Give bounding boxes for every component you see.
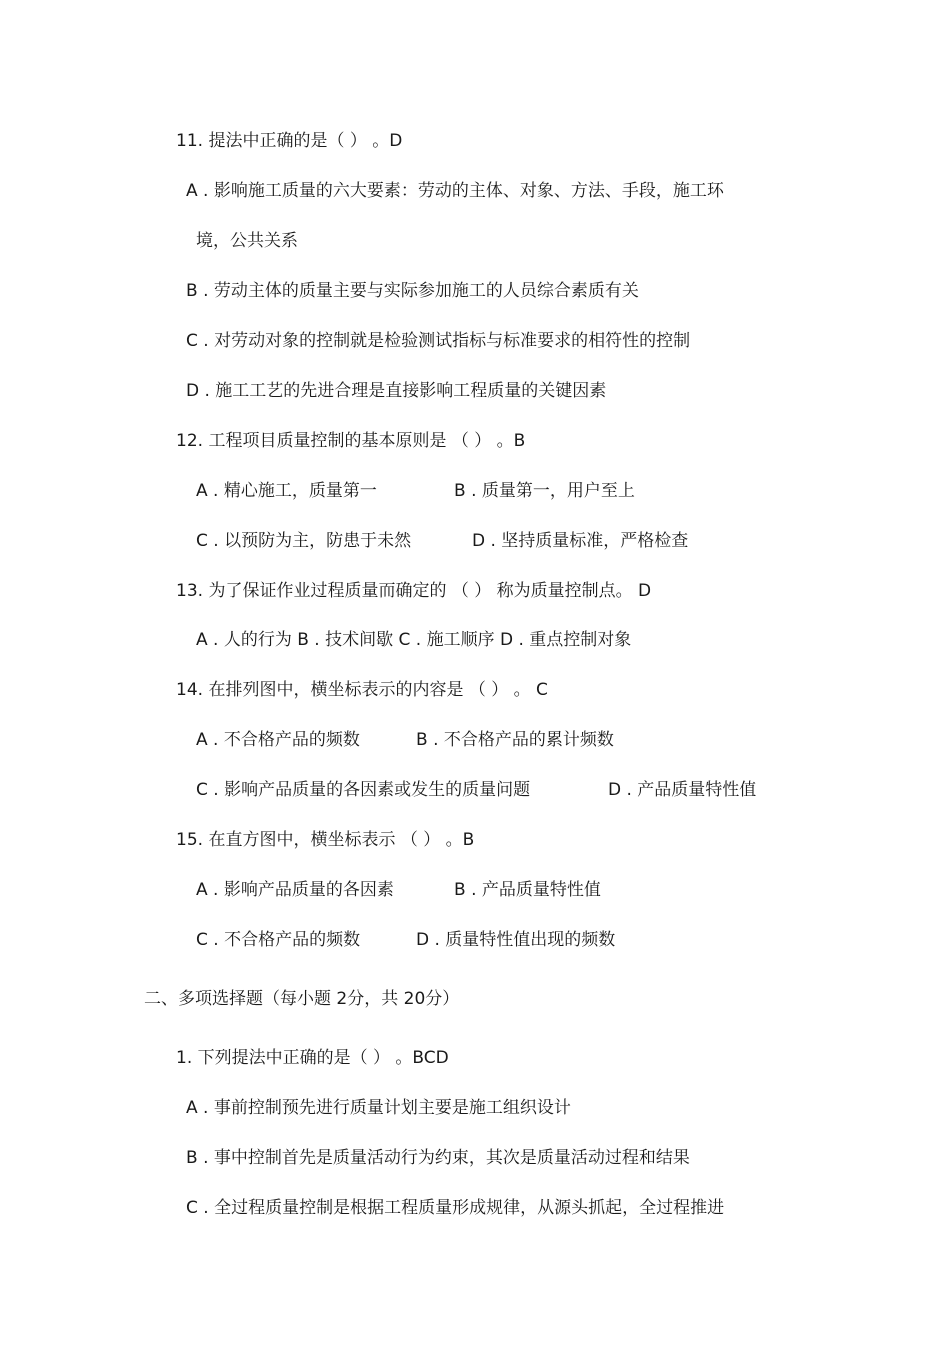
question-13-options: A . 人的行为 B . 技术间歇 C . 施工顺序 D . 重点控制对象	[196, 630, 632, 650]
question-15-option-d: D . 质量特性值出现的频数	[416, 930, 616, 950]
question-11-option-a-continued: 境，公共关系	[196, 231, 298, 251]
multi-question-1: 1. 下列提法中正确的是（ ） 。BCD	[176, 1048, 449, 1068]
multi-question-1-option-c: C . 全过程质量控制是根据工程质量形成规律，从源头抓起，全过程推进	[186, 1198, 725, 1218]
question-11: 11. 提法中正确的是（ ） 。D	[176, 131, 403, 151]
question-15-option-b: B . 产品质量特性值	[454, 880, 601, 900]
question-13: 13. 为了保证作业过程质量而确定的 （ ） 称为质量控制点。 D	[176, 581, 652, 601]
question-15-option-c: C . 不合格产品的频数	[196, 930, 361, 950]
question-12-option-a: A . 精心施工，质量第一	[196, 481, 377, 501]
question-14-option-b: B . 不合格产品的累计频数	[416, 730, 614, 750]
question-11-option-d: D . 施工工艺的先进合理是直接影响工程质量的关键因素	[186, 381, 607, 401]
question-11-option-c: C . 对劳动对象的控制就是检验测试指标与标准要求的相符性的控制	[186, 331, 691, 351]
question-15: 15. 在直方图中，横坐标表示 （ ） 。B	[176, 830, 475, 850]
multi-question-1-option-a: A . 事前控制预先进行质量计划主要是施工组织设计	[186, 1098, 571, 1118]
question-14-option-a: A . 不合格产品的频数	[196, 730, 360, 750]
question-14: 14. 在排列图中，横坐标表示的内容是 （ ） 。 C	[176, 680, 548, 700]
question-12: 12. 工程项目质量控制的基本原则是 （ ） 。B	[176, 431, 526, 451]
question-14-option-c: C . 影响产品质量的各因素或发生的质量问题	[196, 780, 531, 800]
section-heading-multiple-choice: 二、多项选择题（每小题 2分，共 20分）	[144, 989, 460, 1009]
multi-question-1-option-b: B . 事中控制首先是质量活动行为约束，其次是质量活动过程和结果	[186, 1148, 690, 1168]
question-12-option-b: B . 质量第一，用户至上	[454, 481, 635, 501]
question-11-option-b: B . 劳动主体的质量主要与实际参加施工的人员综合素质有关	[186, 281, 639, 301]
question-11-option-a: A . 影响施工质量的六大要素：劳动的主体、对象、方法、手段，施工环	[186, 181, 724, 201]
question-14-option-d: D . 产品质量特性值	[608, 780, 757, 800]
question-15-option-a: A . 影响产品质量的各因素	[196, 880, 394, 900]
question-12-option-c: C . 以预防为主，防患于未然	[196, 531, 412, 551]
question-12-option-d: D . 坚持质量标准，严格检查	[472, 531, 689, 551]
